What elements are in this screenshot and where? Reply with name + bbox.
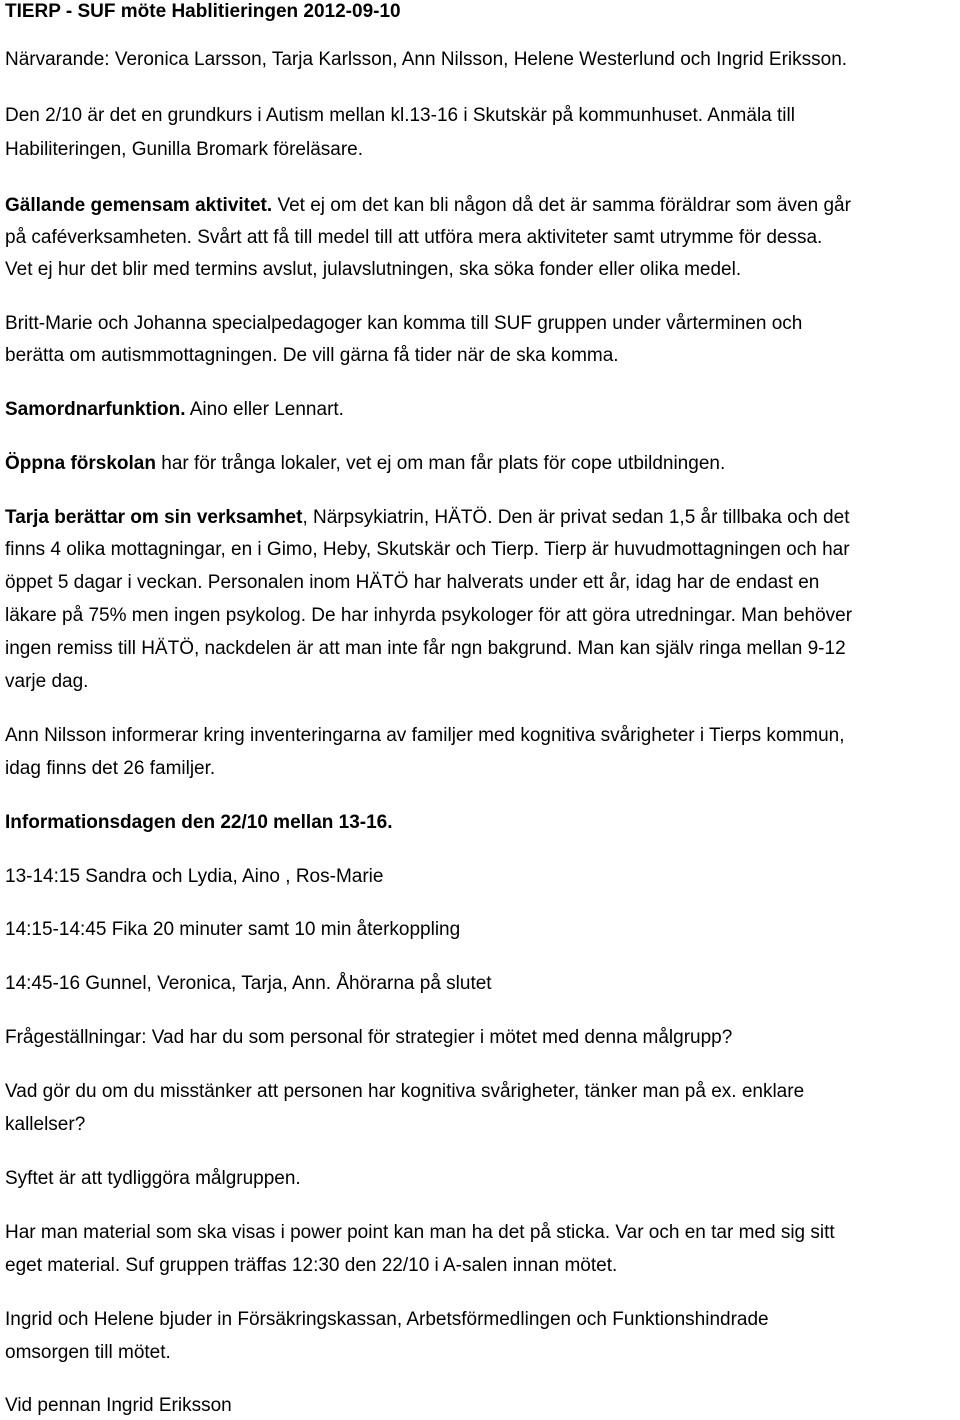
text-line (5, 1221, 950, 1245)
text-line (5, 1308, 950, 1332)
bold-text: Öppna förskolan (5, 453, 156, 474)
text-run: berätta om autismmottagningen. De vill gärna få tider när de ska komma. (5, 345, 619, 366)
text-line (5, 104, 950, 128)
text-run: läkare på 75% men ingen psykolog. De har inhyrda psykologer för att göra utredningar. Man behöver (5, 605, 853, 626)
text-line (5, 1167, 950, 1191)
text-run: 14:45-16 Gunnel, Veronica, Tarja, Ann. Åhörarna på slutet (5, 973, 492, 994)
bold-text: Gällande gemensam aktivitet. (5, 195, 273, 216)
text-line (5, 506, 950, 530)
text-run: Ann Nilsson informerar kring inventeringarna av familjer med kognitiva svårigheter i Tierps kommun, (5, 725, 845, 746)
text-line (5, 1394, 950, 1418)
text-line (5, 1080, 950, 1104)
text-line (5, 637, 950, 661)
text-run: 14:15-14:45 Fika 20 minuter samt 10 min återkoppling (5, 919, 461, 940)
text-line (5, 724, 950, 748)
text-run: Vet ej hur det blir med termins avslut, julavslutningen, ska söka fonder eller olika medel. (5, 259, 742, 280)
text-line (5, 757, 950, 781)
text-run: Frågeställningar: Vad har du som personal för strategier i mötet med denna målgrupp? (5, 1027, 733, 1048)
text-line (5, 571, 950, 595)
text-run: Syftet är att tydliggöra målgruppen. (5, 1168, 301, 1189)
text-run: omsorgen till mötet. (5, 1342, 171, 1363)
text-line (5, 48, 950, 72)
text-line (5, 452, 950, 476)
text-run: Har man material som ska visas i power point kan man ha det på sticka. Var och en tar med sig sitt (5, 1222, 835, 1243)
text-run: Den 2/10 är det en grundkurs i Autism mellan kl.13-16 i Skutskär på kommunhuset. Anmäla till (5, 105, 795, 126)
text-run: Närvarande: Veronica Larsson, Tarja Karlsson, Ann Nilsson, Helene Westerlund och Ingrid Eriksson. (5, 49, 848, 70)
text-run: Aino eller Lennart. (185, 399, 344, 420)
text-run: Vet ej om det kan bli någon då det är samma föräldrar som även går (272, 195, 851, 216)
text-line (5, 138, 950, 162)
text-line (5, 1254, 950, 1278)
text-line (5, 1113, 950, 1137)
text-line (5, 194, 950, 218)
text-run: har för trånga lokaler, vet ej om man får plats för cope utbildningen. (155, 453, 726, 474)
text-run: eget material. Suf gruppen träffas 12:30 den 22/10 i A-salen innan mötet. (5, 1255, 618, 1276)
text-line (5, 258, 950, 282)
text-line (5, 344, 950, 368)
text-line (5, 972, 950, 996)
text-line (5, 398, 950, 422)
text-run: ingen remiss till HÄTÖ, nackdelen är att man inte får ngn bakgrund. Man kan själv ringa mellan 9-12 (5, 638, 846, 659)
text-line (5, 538, 950, 562)
text-run: kallelser? (5, 1114, 86, 1135)
text-run: Vid pennan Ingrid Eriksson (5, 1395, 232, 1416)
text-line (5, 918, 950, 942)
text-line (5, 1026, 950, 1050)
text-line (5, 604, 950, 628)
text-run: , Närpsykiatrin, HÄTÖ. Den är privat sedan 1,5 år tillbaka och det (302, 507, 850, 528)
text-run: öppet 5 dagar i veckan. Personalen inom HÄTÖ har halverats under ett år, idag har de endast en (5, 572, 820, 593)
text-run: varje dag. (5, 671, 89, 692)
text-run: på caféverksamheten. Svårt att få till medel till att utföra mera aktiviteter samt utrymme för dessa. (5, 227, 823, 248)
bold-text: Samordnarfunktion. (5, 399, 186, 420)
document-title: TIERP - SUF möte Hablitieringen 2012-09-10 (5, 1, 401, 22)
text-line (5, 865, 950, 889)
text-run: finns 4 olika mottagningar, en i Gimo, Heby, Skutskär och Tierp. Tierp är huvudmottagningen och har (5, 539, 850, 560)
text-run: Vad gör du om du misstänker att personen har kognitiva svårigheter, tänker man på ex. enklare (5, 1081, 805, 1102)
text-run: 13-14:15 Sandra och Lydia, Aino , Ros-Marie (5, 866, 384, 887)
text-run: idag finns det 26 familjer. (5, 758, 216, 779)
text-line (5, 811, 950, 835)
text-run: Habiliteringen, Gunilla Bromark föreläsare. (5, 139, 363, 160)
bold-text: Tarja berättar om sin verksamhet (5, 507, 303, 528)
text-line (5, 670, 950, 694)
text-line (5, 226, 950, 250)
text-run: Britt-Marie och Johanna specialpedagoger kan komma till SUF gruppen under vårterminen och (5, 313, 803, 334)
text-line (5, 312, 950, 336)
text-line (5, 1341, 950, 1365)
text-run: Ingrid och Helene bjuder in Försäkringskassan, Arbetsförmedlingen och Funktionshindrade (5, 1309, 769, 1330)
bold-text: Informationsdagen den 22/10 mellan 13-16. (5, 812, 393, 833)
